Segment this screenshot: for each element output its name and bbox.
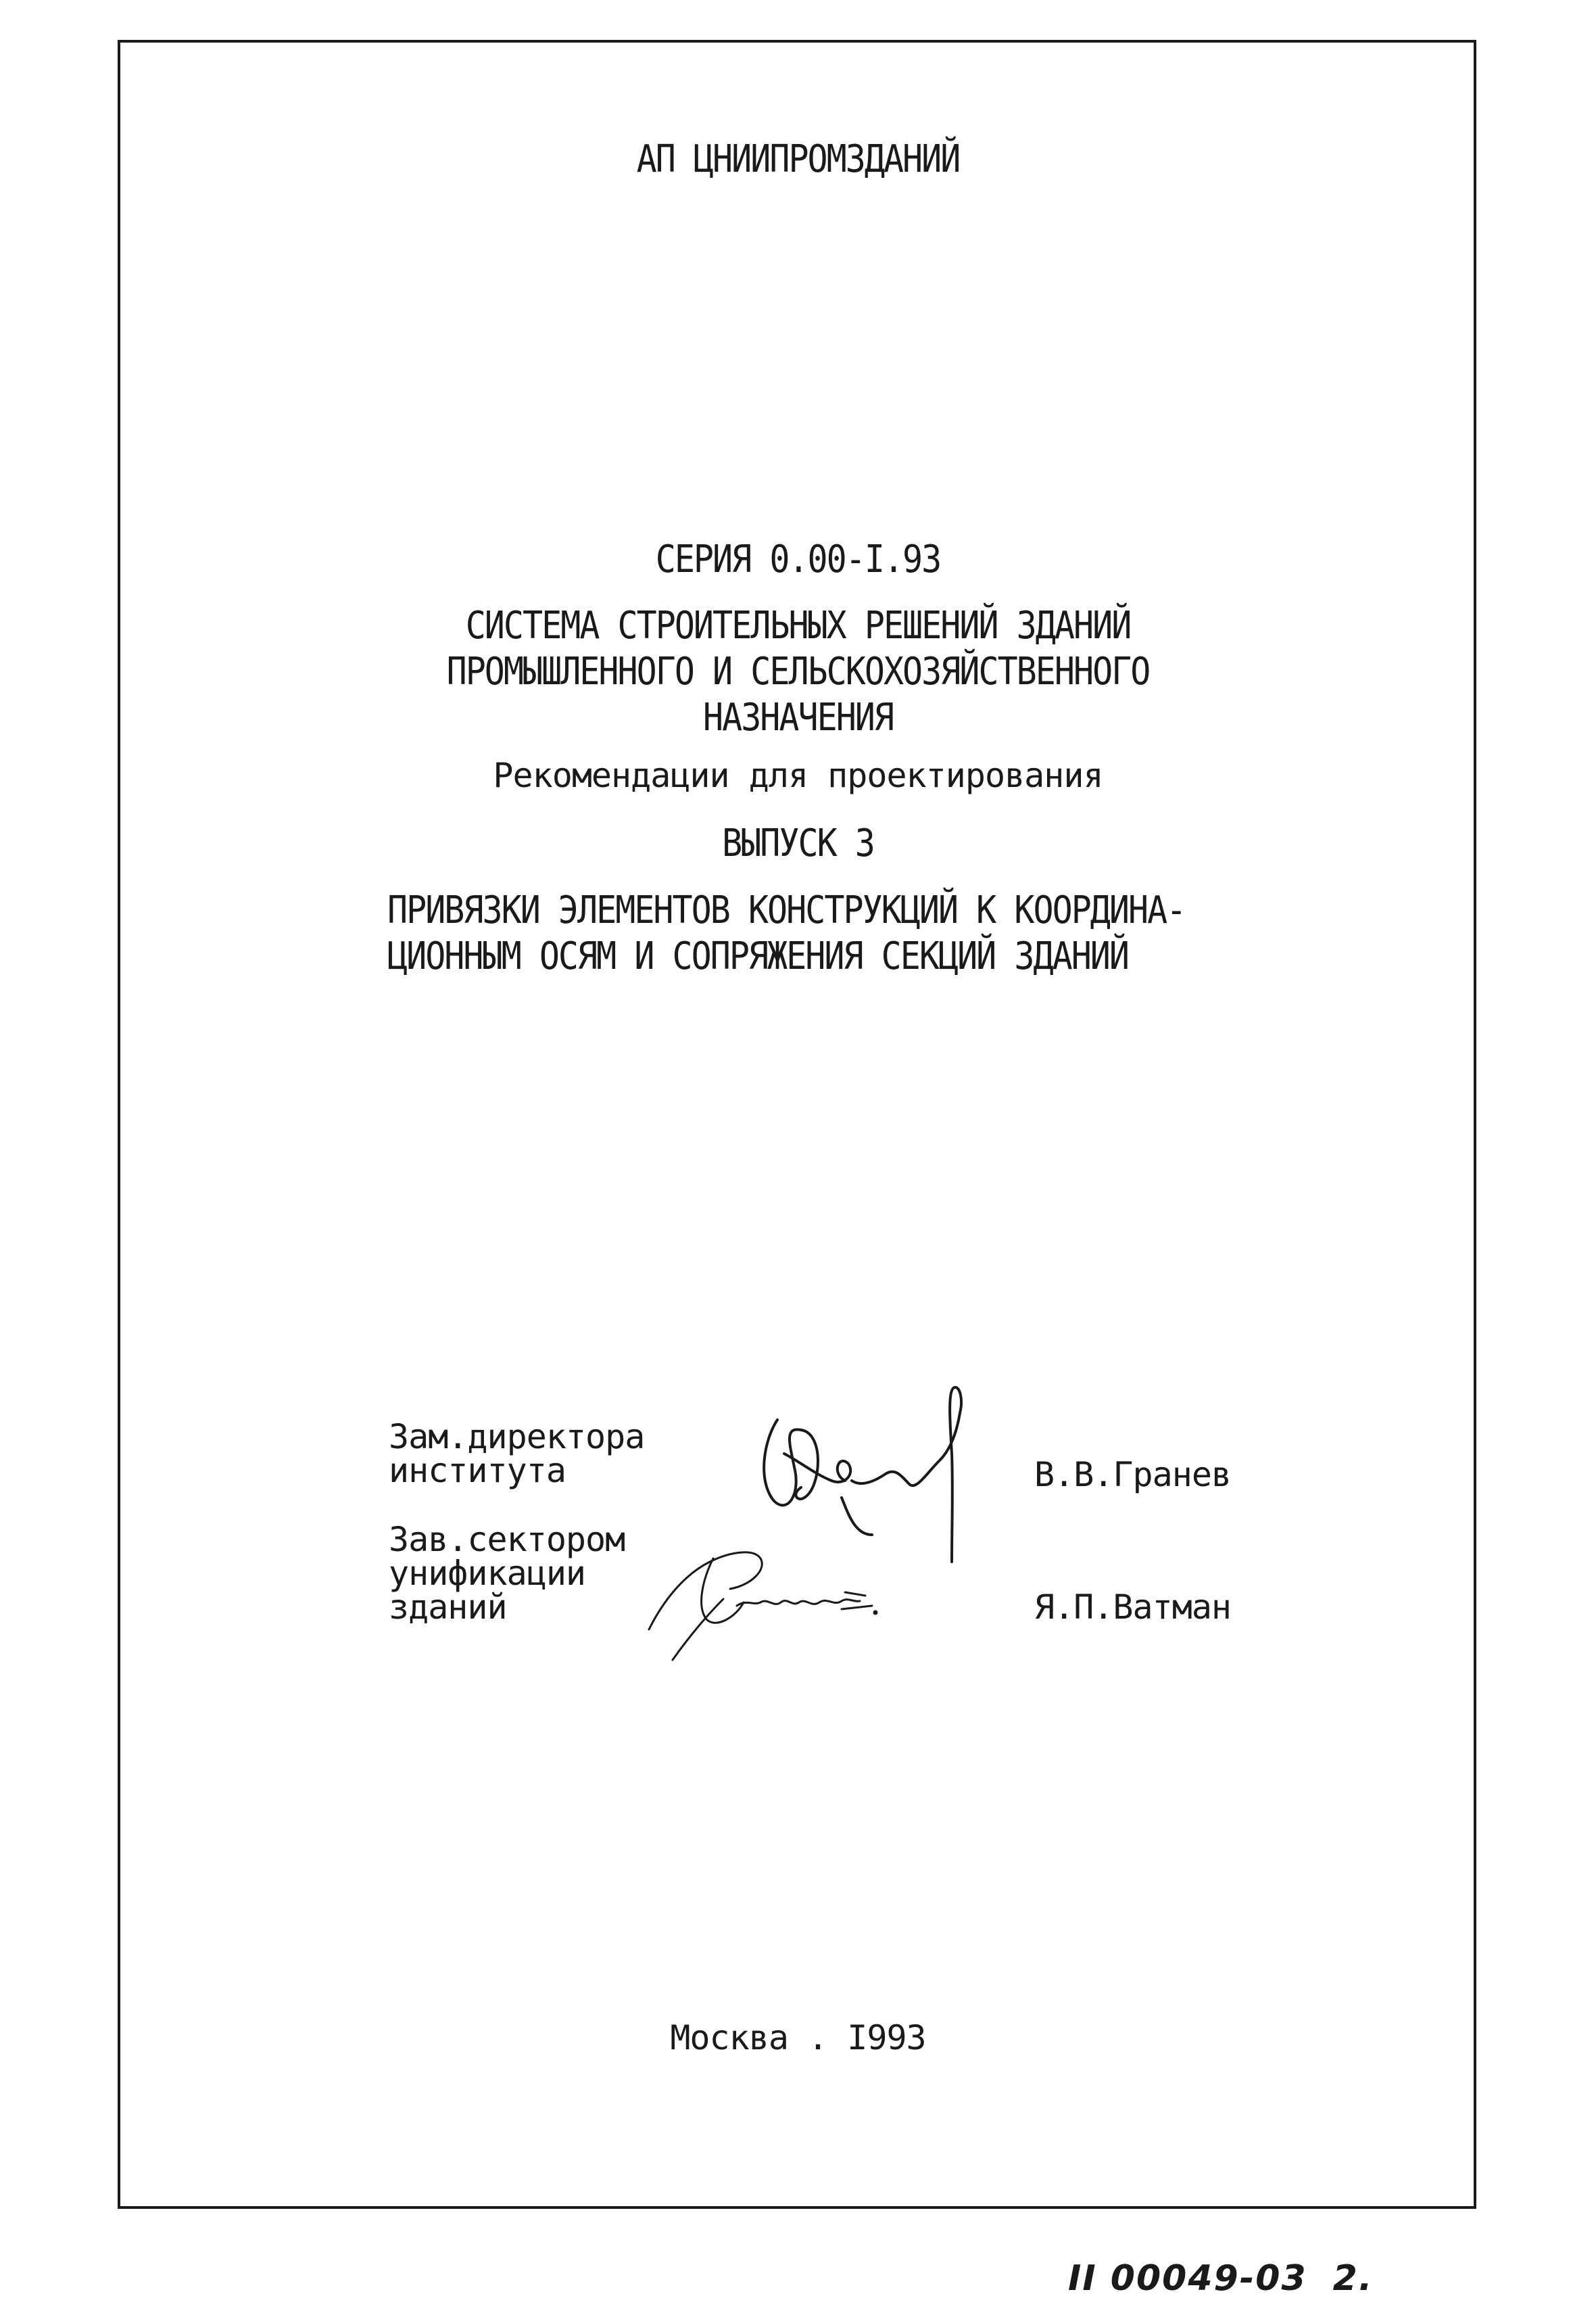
document-title-line: ПРОМЫШЛЕННОГО И СЕЛЬСКОХОЗЯЙСТВЕННОГО xyxy=(446,649,1150,694)
signatory-name: В.В.Гранев xyxy=(1034,1455,1232,1494)
signatory-role-line: унификации xyxy=(389,1554,586,1593)
footer-code-number: II 00049-03 xyxy=(1068,2258,1307,2299)
handwritten-signature xyxy=(642,1521,892,1663)
issue-number: ВЫПУСК 3 xyxy=(722,821,874,865)
footer-page-number: 2. xyxy=(1332,2258,1374,2299)
signatory-role-line: Зам.директора xyxy=(389,1417,645,1456)
organization-heading: АП ЦНИИПРОМЗДАНИЙ xyxy=(636,137,960,181)
signatory-role-line: института xyxy=(389,1451,566,1490)
document-title-line: НАЗНАЧЕНИЯ xyxy=(702,695,894,740)
series-number: СЕРИЯ 0.00-I.93 xyxy=(655,537,941,581)
recommendations-label: Рекомендации для проектирования xyxy=(493,756,1103,795)
issue-subtitle-line: ЦИОННЫМ ОСЯМ И СОПРЯЖЕНИЯ СЕКЦИЙ ЗДАНИЙ xyxy=(387,934,1128,978)
document-title-line: СИСТЕМА СТРОИТЕЛЬНЫХ РЕШЕНИЙ ЗДАНИЙ xyxy=(465,603,1131,648)
signatory-role-line: зданий xyxy=(389,1588,507,1627)
publication-place-year: Москва . I993 xyxy=(670,2018,926,2057)
issue-subtitle-line: ПРИВЯЗКИ ЭЛЕМЕНТОВ КОНСТРУКЦИЙ К КООРДИНА- xyxy=(387,888,1186,932)
page-frame xyxy=(118,40,1476,2209)
signatory-role-line: Зав.сектором xyxy=(389,1520,625,1559)
signatory-name: Я.П.Ватман xyxy=(1034,1588,1232,1627)
footer-document-code xyxy=(1068,2258,1374,2299)
